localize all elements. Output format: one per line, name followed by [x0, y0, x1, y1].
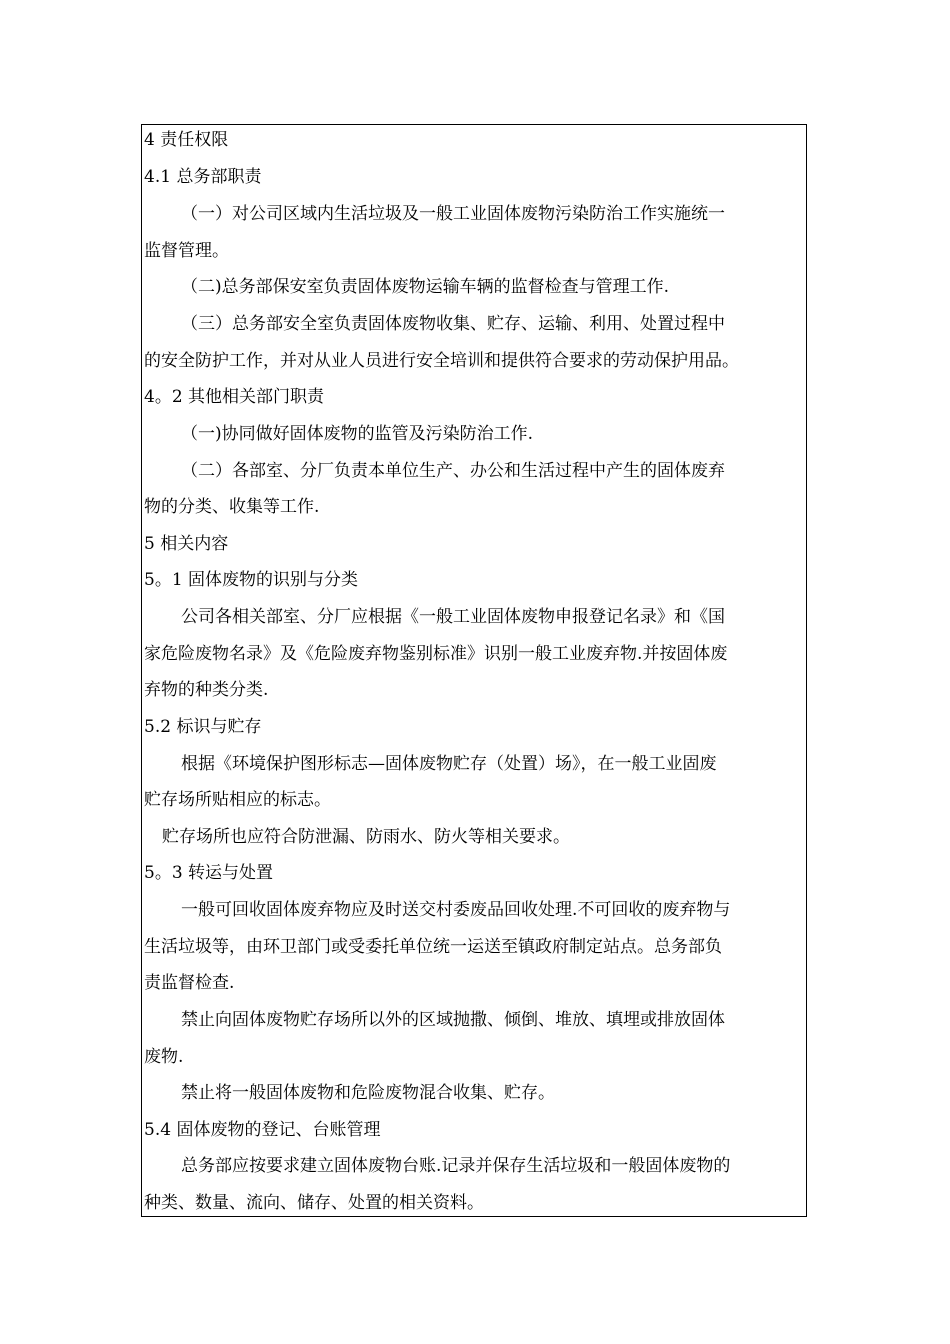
subsection-heading-registration-ledger: 5.4 固体废物的登记、台账管理: [144, 1120, 381, 1140]
paragraph-line: 责监督检查.: [144, 973, 235, 993]
paragraph-line: 种类、数量、流向、储存、处置的相关资料。: [144, 1193, 484, 1213]
subsection-heading-general-affairs: 4.1 总务部职责: [144, 167, 262, 187]
section-heading-related-content: 5 相关内容: [144, 534, 229, 554]
paragraph-line: 总务部应按要求建立固体废物台账.记录并保存生活垃圾和一般固体废物的: [181, 1156, 731, 1176]
paragraph-line: 禁止向固体废物贮存场所以外的区域抛撒、倾倒、堆放、填埋或排放固体: [181, 1010, 725, 1030]
paragraph-line: （一）对公司区域内生活垃圾及一般工业固体废物污染防治工作实施统一: [181, 204, 725, 224]
paragraph-line: 禁止将一般固体废物和危险废物混合收集、贮存。: [181, 1083, 555, 1103]
paragraph-line: 贮存场所贴相应的标志。: [144, 790, 331, 810]
subsection-heading-other-departments: 4。2 其他相关部门职责: [144, 387, 325, 407]
paragraph-line: 一般可回收固体废弃物应及时送交村委废品回收处理.不可回收的废弃物与: [181, 900, 731, 920]
paragraph-line: 家危险废物名录》及《危险废弃物鉴别标准》识别一般工业废弃物.并按固体废: [144, 644, 728, 664]
subsection-heading-transport-disposal: 5。3 转运与处置: [144, 863, 274, 883]
paragraph-line: （二）各部室、分厂负责本单位生产、办公和生活过程中产生的固体废弃: [181, 461, 725, 481]
paragraph-line: （三）总务部安全室负责固体废物收集、贮存、运输、利用、处置过程中: [181, 314, 725, 334]
subsection-heading-identification: 5。1 固体废物的识别与分类: [144, 570, 359, 590]
paragraph-line: 物的分类、收集等工作.: [144, 497, 320, 517]
paragraph-line: （二)总务部保安室负责固体废物运输车辆的监督检查与管理工作.: [181, 277, 670, 297]
paragraph-line: 贮存场所也应符合防泄漏、防雨水、防火等相关要求。: [162, 827, 570, 847]
paragraph-line: 根据《环境保护图形标志—固体废物贮存（处置）场》，在一般工业固废: [181, 754, 717, 774]
paragraph-line: 弃物的种类分类.: [144, 680, 269, 700]
paragraph-line: 废物.: [144, 1047, 184, 1067]
paragraph-line: 的安全防护工作，并对从业人员进行安全培训和提供符合要求的劳动保护用品。: [144, 351, 739, 371]
paragraph-line: 监督管理。: [144, 241, 229, 261]
paragraph-line: 公司各相关部室、分厂应根据《一般工业固体废物申报登记名录》和《国: [181, 607, 725, 627]
paragraph-line: （一)协同做好固体废物的监管及污染防治工作.: [181, 424, 534, 444]
paragraph-line: 生活垃圾等，由环卫部门或受委托单位统一运送至镇政府制定站点。总务部负: [144, 937, 722, 957]
section-heading-responsibilities: 4 责任权限: [144, 130, 229, 150]
subsection-heading-marking-storage: 5.2 标识与贮存: [144, 717, 262, 737]
